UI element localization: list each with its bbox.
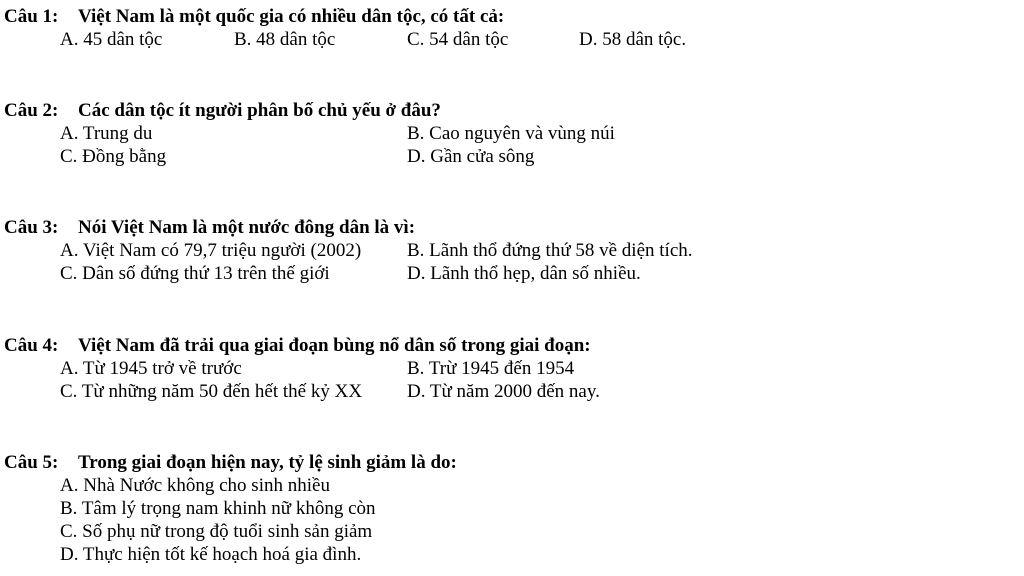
question-1-text: Việt Nam là một quốc gia có nhiều dân tộc, có tất cả: <box>78 6 505 27</box>
question-5-text: Trong giai đoạn hiện nay, tỷ lệ sinh giảm là do: <box>78 452 457 473</box>
question-4-title <box>4 334 1014 357</box>
question-4-options-row-1 <box>4 357 1014 380</box>
question-5 <box>4 451 1014 566</box>
question-3 <box>4 216 1014 285</box>
question-5-option-d: D. Thực hiện tốt kế hoạch hoá gia đình. <box>60 544 362 565</box>
question-4-option-c: C. Từ những năm 50 đến hết thế kỷ XX <box>60 381 363 402</box>
question-1-option-c: C. 54 dân tộc <box>407 29 509 50</box>
question-1-title <box>4 5 1014 28</box>
question-3-option-d: D. Lãnh thổ hẹp, dân số nhiều. <box>407 263 641 284</box>
question-3-title <box>4 216 1014 239</box>
question-3-text: Nói Việt Nam là một nước đông dân là vì: <box>78 217 416 238</box>
question-1-option-b: B. 48 dân tộc <box>234 29 336 50</box>
question-2-option-a: A. Trung du <box>60 123 153 144</box>
question-4-text: Việt Nam đã trải qua giai đoạn bùng nổ dân số trong giai đoạn: <box>78 335 591 356</box>
question-2 <box>4 99 1014 168</box>
question-3-options-row-2 <box>4 262 1014 285</box>
question-5-option-a: A. Nhà Nước không cho sinh nhiều <box>60 475 330 496</box>
question-3-option-c: C. Dân số đứng thứ 13 trên thế giới <box>60 263 330 284</box>
question-1-option-d: D. 58 dân tộc. <box>579 29 687 50</box>
question-3-label: Câu 3: <box>4 217 59 238</box>
question-4-option-d: D. Từ năm 2000 đến nay. <box>407 381 600 402</box>
question-2-title <box>4 99 1014 122</box>
question-4-option-a: A. Từ 1945 trở về trước <box>60 358 242 379</box>
question-4-label: Câu 4: <box>4 335 59 356</box>
question-5-option-b: B. Tâm lý trọng nam khinh nữ không còn <box>60 498 376 519</box>
question-2-option-b: B. Cao nguyên và vùng núi <box>407 123 615 144</box>
question-1-options <box>4 28 1014 51</box>
question-2-options-row-1 <box>4 122 1014 145</box>
question-3-option-b: B. Lãnh thổ đứng thứ 58 về diện tích. <box>407 240 693 261</box>
question-2-options-row-2 <box>4 145 1014 168</box>
question-1-label: Câu 1: <box>4 6 59 27</box>
question-4-options-row-2 <box>4 380 1014 403</box>
question-2-option-c: C. Đồng bằng <box>60 146 167 167</box>
question-3-options-row-1 <box>4 239 1014 262</box>
question-2-text: Các dân tộc ít người phân bố chủ yếu ở đâu? <box>78 100 441 121</box>
question-5-title <box>4 451 1014 474</box>
question-4 <box>4 334 1014 403</box>
question-2-option-d: D. Gần cửa sông <box>407 146 535 167</box>
question-1-option-a: A. 45 dân tộc <box>60 29 163 50</box>
question-5-option-c: C. Số phụ nữ trong độ tuổi sinh sản giảm <box>60 521 373 542</box>
question-1 <box>4 5 1014 51</box>
question-4-option-b: B. Trừ 1945 đến 1954 <box>407 358 575 379</box>
question-2-label: Câu 2: <box>4 100 59 121</box>
question-5-label: Câu 5: <box>4 452 59 473</box>
question-3-option-a: A. Việt Nam có 79,7 triệu người (2002) <box>60 240 362 261</box>
